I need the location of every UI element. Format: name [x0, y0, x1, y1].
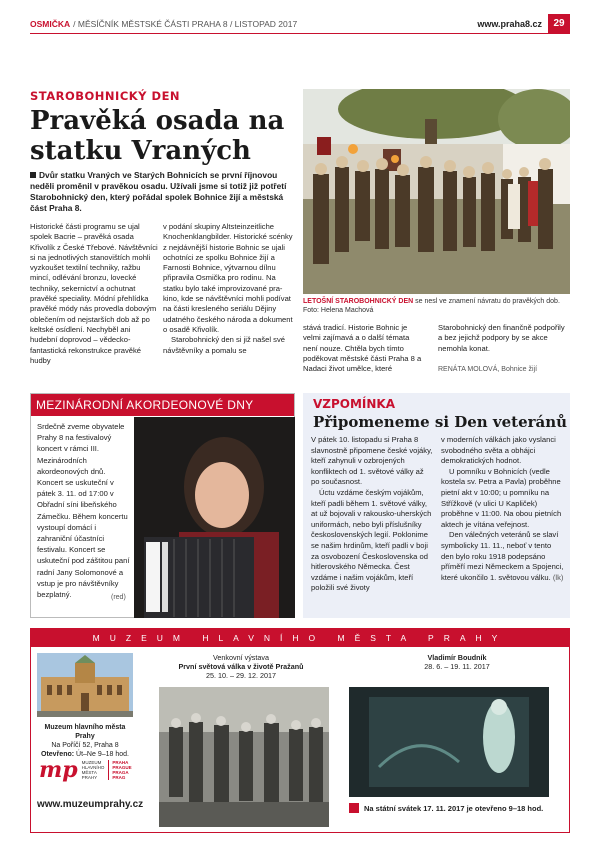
veterans-col2c-text: Den válečných veteránů se slaví symbolicky 11. 11., neboť v tento den bylo roku 1918 podepsáno příměří mezi Německem a Spojenci, které ukončilo 1. světovou válku. [441, 530, 564, 582]
accordion-photo [134, 417, 295, 618]
article-column-3: stává tradicí. Historie Bohnic je velmi zajímavá a o další témata není nouze. Chtěla bych tímto poděkovat městské části Praha 8 a Nadaci život umělce, které [303, 323, 422, 374]
veterans-column-1 [311, 435, 433, 594]
article-signature: RENÁTA MOLOVÁ, Bohnice žijí [438, 366, 538, 373]
accordion-photo-image [134, 417, 295, 618]
bullet-square-icon [30, 172, 36, 178]
museum-logo-name [82, 760, 105, 780]
caption-text: se nesl ve znamení návratu do pravěkých dob. Foto: Helena Machová [303, 298, 560, 314]
logo-city: PRAG [112, 775, 126, 780]
exhibition-2-dates: 28. 6. – 19. 11. 2017 [424, 662, 490, 671]
museum-logo [39, 757, 132, 783]
hours-value: Út–Ne 9–18 hod. [76, 751, 129, 758]
veterans-col2-text: v moderních válkách jako vyslanci svobodného světa a obhájci demokratických hodnot. [441, 435, 556, 466]
veterans-title: Připomeneme si Den veteránů [313, 413, 568, 431]
logo-name-line: MĚSTA [81, 770, 97, 775]
holiday-text: Na státní svátek 17. 11. 2017 je otevřeno 9–18 hod. [364, 803, 544, 813]
accordion-box-text [37, 421, 132, 600]
exhibition-2-photo [349, 687, 549, 797]
caption-bold: LETOŠNÍ STAROBOHNICKÝ DEN [303, 298, 414, 305]
holiday-notice [349, 803, 543, 813]
article-column-4: Starobohnický den finančně podpořily a bez jejichž podpory by se akce nemohla konat. [438, 323, 565, 353]
exhibition-2-info [349, 653, 565, 671]
museum-address: Na Poříčí 52, Praha 8 [51, 742, 119, 749]
veterans-kicker: VZPOMÍNKA [313, 397, 396, 411]
column-2-text-b: Starobohnický den si již našel své návštěvníky a pomalu se [163, 335, 285, 355]
veterans-day-box [303, 393, 570, 618]
logo-name-line: HLAVNÍHO [81, 765, 105, 770]
museum-banner: MUZEUM HLAVNÍHO MĚSTA PRAHY [31, 629, 569, 647]
exhibition-1-title: První světová válka v životě Pražanů [178, 662, 304, 671]
accordion-days-box [30, 393, 295, 618]
site-url[interactable]: www.praha8.cz [477, 18, 542, 29]
lead-text: Dvůr statku Vraných ve Starých Bohnicích se první říjnovou neděli proměnil v pravěkou osadu. Užívali jsme si totiž již potřetí Starobohnický den, který pořádal spolek Bohnice žijí a městská část Praha 8. [30, 170, 287, 213]
exhibition-1-image [159, 687, 329, 827]
red-square-icon [349, 803, 359, 813]
veterans-col1-text: V pátek 10. listopadu si Praha 8 slavnostně připomene české vojáky, kteří zahynuli v ozbrojených konfliktech od 1. světové války až po současnost. [311, 435, 433, 487]
column-2-text: v podání skupiny Altsteinzeitliche Knochenklangbilder. Historické scénky z nejdávnější historie Bohnic se ujali ochotníci ze spolku Bohnice žijí a Farnosti Bohnice, výtvarnou dílnu připravila Osmička pro rodinu. Na statku bylo také improvizované pra-kino, kde se návštěvníci mohli podívat na části kresleného seriálu Dějiny udatného českého národa a dokument o osadě Křivolík. [163, 222, 293, 334]
exhibition-1-type: Venkovní výstava [213, 653, 269, 662]
brand-name: OSMIČKA [30, 18, 71, 29]
accordion-text: Srdečně zveme obyvatele Prahy 8 na festivalový koncert v rámci III. Mezinárodních akordeonových dnů. Koncert se uskuteční v pátek 3. 11. od 17:00 v Obřadní síni libeňského Zámečku. Během koncertu vystoupí domácí i zahraniční účastníci festivalu. Koncert se uskuteční pod záštitou paní radní Jany Solomonové a vstup je pro návštěvníky bezplatný. [37, 422, 130, 600]
hours-label: Otevřeno: [41, 751, 75, 758]
veterans-col1b-text: Úctu vzdáme českým vojákům, kteří padli během 1. světové války, at už bojovali v rakousko-uherských uniformách, nebo byli příslušníky československých legií. Poklonime se našim hrdinům, kteří padli v boji za osvobození Československa od hitlerovského Německa. Čest vzdáme i našim vojákům, kteří položili své životy [311, 487, 432, 593]
village-photo-image [303, 89, 570, 294]
photo-caption [303, 297, 570, 315]
veterans-column-2 [441, 435, 565, 583]
article-kicker: STAROBOHNICKÝ DEN [30, 89, 181, 103]
logo-city: PRAHA [112, 760, 129, 765]
issue-subtitle: / MĚSÍČNÍK MĚSTSKÉ ČÁSTI PRAHA 8 / LISTOPAD 2017 [73, 18, 298, 29]
article-column-2 [163, 222, 298, 356]
logo-city: PRAGUE [112, 765, 132, 770]
accordion-box-heading: MEZINÁRODNÍ AKORDEONOVÉ DNY [31, 394, 294, 416]
logo-name-line: PRAHY [81, 775, 98, 780]
article-lead [30, 170, 300, 214]
veterans-col2b-text: U pomníku v Bohnicích (vedle kostela sv. Petra a Pavla) proběhne pietní akt v 10:00; u pomníku na Střížkově (v ulici U Kapliček) proběhne v 11:00. Na obou pietních aktech je vítána veřejnost. [441, 466, 562, 529]
museum-web[interactable]: www.muzeumprahy.cz [37, 799, 144, 810]
exhibition-1-info [141, 653, 341, 680]
page-number: 29 [548, 14, 570, 34]
museum-logo-cities [108, 760, 131, 780]
exhibition-1-photo [159, 687, 329, 827]
logo-city: PRAGA [112, 770, 129, 775]
exhibition-2-title: Vladimír Boudník [427, 653, 487, 662]
museum-logo-mark: mp [39, 757, 78, 783]
veterans-credit: (lk) [552, 572, 564, 582]
village-photo [303, 89, 570, 294]
article-column-1: Historické části programu se ujal spolek Bacrie – pravěká osada Křivolík z České Třebové. Návštěvníci si na jednotlivých stanovištích mohli vyzkoušet textilní techniky, ražbu mincí, odlévání bronzu, lovecké techniky, sekernictví a ochutnat pravěké speciality. Módní přehlídka pravěké módy nás provedla dobovým oblečením od nejstarších dob až po keltské osídlení. Nechyběl ani hudební doprovod – vědecko-fantastická rekonstrukce pravěké hudby [30, 222, 158, 365]
museum-building-image [37, 653, 133, 717]
exhibition-2-image [349, 687, 549, 797]
logo-name-line: MUZEUM [81, 760, 102, 765]
museum-building-photo [37, 653, 133, 717]
museum-name: Muzeum hlavního města Prahy [44, 724, 126, 740]
accordion-credit: (red) [111, 594, 126, 601]
exhibition-1-dates: 25. 10. – 29. 12. 2017 [206, 671, 276, 680]
page-header [30, 14, 570, 34]
museum-info [35, 723, 135, 759]
museum-ad [30, 628, 570, 833]
article-title: Pravěká osada na statku Vraných [30, 106, 285, 166]
